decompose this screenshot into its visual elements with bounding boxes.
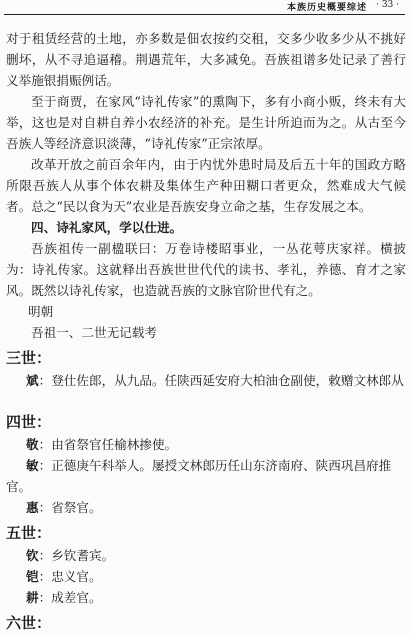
- generation-title-6: 六世：: [6, 614, 52, 632]
- entry-name: 敬: [26, 437, 39, 452]
- generation-title-5: 五世：: [6, 524, 52, 542]
- page-body: [6, 28, 406, 635]
- entry-qin: [26, 545, 406, 566]
- paragraph-tenancy: 对于租赁经营的土地，亦多数是佃农按约交租，交多少收多少从不挑好删坏，从不寻追逼稽。荆遇荒年，大多减免。吾族祖谱多处记录了善行义举施银捐赈例话。: [6, 31, 406, 88]
- entry-name: 耕: [26, 590, 39, 605]
- era-label: 明朝: [28, 304, 54, 319]
- first-line-note: 吾祖一、二世无记载考: [31, 325, 157, 340]
- page-number: · 33 ·: [376, 0, 399, 10]
- page-header: [0, 0, 411, 14]
- entry-kai: [26, 566, 406, 587]
- generation-title-3: 三世：: [6, 349, 52, 367]
- entry-hui: [26, 497, 406, 518]
- paragraph-commerce: 至于商贾，在家风“诗礼传家”的熏陶下，多有小商小贩，终未有大举，这也是对自耕自养小农经济的补充。是生计所迫而为之。从古至今吾族人等经济意识淡薄，“诗礼传家”正宗浓厚。: [6, 94, 406, 151]
- spacer: [6, 391, 406, 407]
- running-head: 本族历史概要综述: [286, 3, 367, 13]
- entry-name: 钦: [26, 548, 39, 563]
- generation-title-4: 四世：: [6, 413, 52, 431]
- entry-bin: [6, 370, 406, 391]
- entry-text: ：省祭官。: [38, 500, 102, 515]
- entry-geng: [26, 587, 406, 608]
- entry-name: 惠: [26, 500, 39, 515]
- entry-text: ：正德庚午科举人。屡授文林郎历任山东济南府、陕西巩昌府推官。: [6, 458, 392, 494]
- paragraph-motto: 吾族祖传一副楹联曰：万卷诗楼昭事业，一丛花萼庆家祥。横披为：诗礼传家。这就释出吾族世世代代的读书、孝礼，养德、育才之家风。既然以诗礼传家，也造就吾族的文脉官阶世代有之。: [6, 241, 406, 298]
- entry-name: 斌: [26, 373, 39, 388]
- header-rule: [4, 14, 405, 15]
- section-heading: 四、诗礼家风，学以仕进。: [31, 220, 183, 235]
- entry-text: ：成差官。: [38, 590, 102, 605]
- entry-jing: [26, 434, 406, 455]
- entry-name: 敏: [26, 458, 39, 473]
- paragraph-reform: 改革开放之前百余年内，由于内忧外患时局及后五十年的国政方略所限吾族人从事个体农耕及集体生产种田糊口者更众，然难成大气候者。总之“民以食为天”农业是吾族安身立命之基，生存发展之本。: [6, 157, 406, 214]
- entry-text: ：登仕佐郎，从九品。任陕西延安府大柏油仓副使，敕赠文林郎从: [38, 373, 404, 388]
- entry-text: ：忠义官。: [38, 569, 102, 584]
- entry-min: [6, 455, 406, 497]
- entry-name: 铠: [26, 569, 39, 584]
- entry-text: ：由省祭官任榆林掺使。: [38, 437, 178, 452]
- entry-text: ：乡钦耆宾。: [38, 548, 115, 563]
